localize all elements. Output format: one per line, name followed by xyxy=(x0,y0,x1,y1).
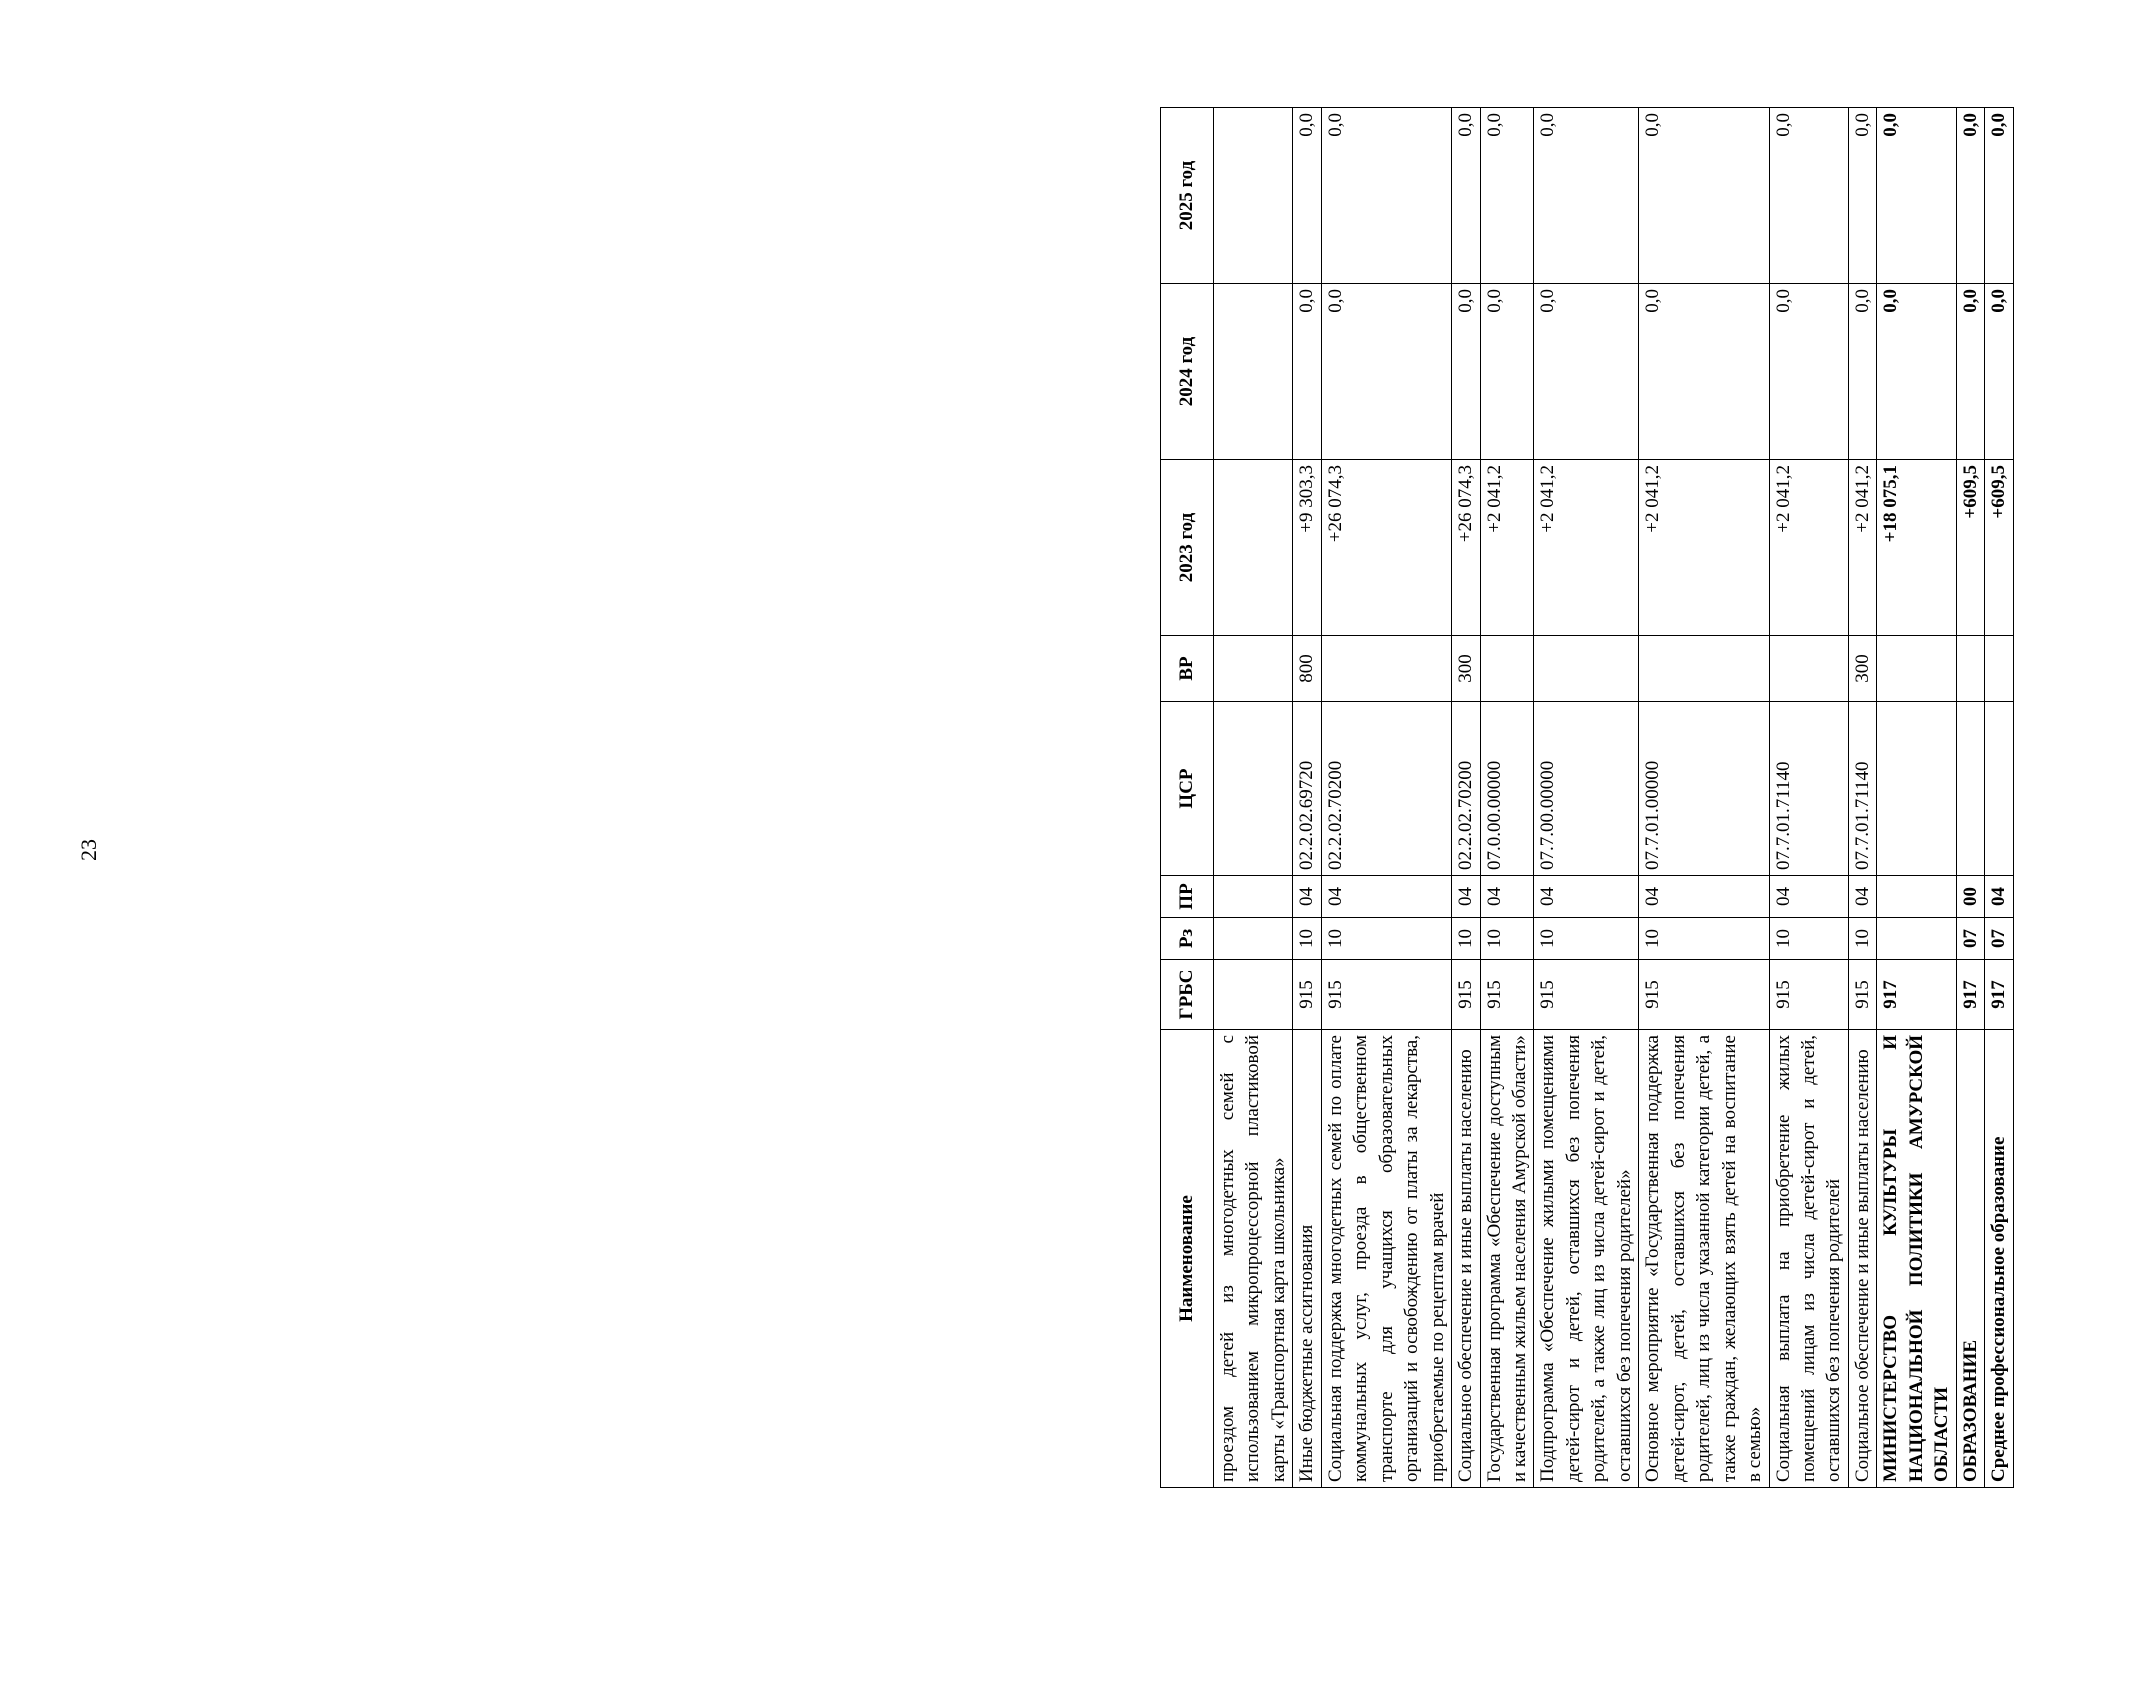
header-2025: 2025 год xyxy=(1161,108,1214,284)
cell-csr: 07.7.01.71140 xyxy=(1769,702,1848,876)
header-2023: 2023 год xyxy=(1161,460,1214,636)
cell-2025: 0,0 xyxy=(1321,108,1451,284)
cell-pr: 04 xyxy=(1321,876,1451,918)
cell-2023: +26 074,3 xyxy=(1321,460,1451,636)
cell-2023: +2 041,2 xyxy=(1480,460,1534,636)
cell-rz: 07 xyxy=(1956,918,1984,960)
cell-rz: 10 xyxy=(1321,918,1451,960)
cell-vr xyxy=(1877,636,1956,702)
cell-grbs: 915 xyxy=(1769,960,1848,1030)
cell-csr xyxy=(1985,702,2013,876)
cell-vr xyxy=(1769,636,1848,702)
cell-2024: 0,0 xyxy=(1639,284,1769,460)
cell-rz: 07 xyxy=(1985,918,2013,960)
cell-grbs: 915 xyxy=(1480,960,1534,1030)
cell-2024: 0,0 xyxy=(1985,284,2013,460)
cell-vr xyxy=(1985,636,2013,702)
cell-vr: 300 xyxy=(1848,636,1876,702)
cell-pr: 04 xyxy=(1985,876,2013,918)
cell-csr: 02.2.02.69720 xyxy=(1293,702,1321,876)
cell-2025: 0,0 xyxy=(1639,108,1769,284)
cell-2023: +26 074,3 xyxy=(1452,460,1480,636)
cell-vr xyxy=(1639,636,1769,702)
cell-rz: 10 xyxy=(1452,918,1480,960)
cell-name: проездом детей из многодетных семей с использованием микропроцессорной пластиковой карты «Транспортная карта школьника» xyxy=(1214,1030,1293,1488)
cell-name: Социальная поддержка многодетных семей по оплате коммунальных услуг, проезда в общественном транспорте для учащихся образовательных организаций и освобождению от платы за лекарства, приобретаемые по рецептам врачей xyxy=(1321,1030,1451,1488)
cell-2023: +609,5 xyxy=(1985,460,2013,636)
cell-name: Подпрограмма «Обеспечение жилыми помещениями детей-сирот и детей, оставшихся без попечения родителей, а также лиц из числа детей-сирот и детей, оставшихся без попечения родителей» xyxy=(1534,1030,1639,1488)
cell-2023: +18 075,1 xyxy=(1877,460,1956,636)
cell-name: МИНИСТЕРСТВО КУЛЬТУРЫ И НАЦИОНАЛЬНОЙ ПОЛИТИКИ АМУРСКОЙ ОБЛАСТИ xyxy=(1877,1030,1956,1488)
cell-2023: +2 041,2 xyxy=(1534,460,1639,636)
header-vr: ВР xyxy=(1161,636,1214,702)
cell-2024 xyxy=(1214,284,1293,460)
cell-grbs: 915 xyxy=(1848,960,1876,1030)
cell-2023: +2 041,2 xyxy=(1639,460,1769,636)
cell-vr xyxy=(1214,636,1293,702)
cell-2025: 0,0 xyxy=(1769,108,1848,284)
cell-2023: +9 303,3 xyxy=(1293,460,1321,636)
cell-2024: 0,0 xyxy=(1452,284,1480,460)
cell-csr xyxy=(1877,702,1956,876)
cell-2025 xyxy=(1214,108,1293,284)
cell-rz: 10 xyxy=(1293,918,1321,960)
cell-vr: 300 xyxy=(1452,636,1480,702)
header-csr: ЦСР xyxy=(1161,702,1214,876)
cell-2024: 0,0 xyxy=(1480,284,1534,460)
cell-grbs: 915 xyxy=(1293,960,1321,1030)
table-row xyxy=(1452,108,1480,1488)
cell-pr xyxy=(1877,876,1956,918)
cell-name: Государственная программа «Обеспечение доступным и качественным жильем населения Амурской области» xyxy=(1480,1030,1534,1488)
cell-rz: 10 xyxy=(1534,918,1639,960)
cell-vr xyxy=(1534,636,1639,702)
cell-2024: 0,0 xyxy=(1769,284,1848,460)
header-grbs: ГРБС xyxy=(1161,960,1214,1030)
table-row xyxy=(1214,108,1293,1488)
cell-csr: 07.7.00.00000 xyxy=(1534,702,1639,876)
cell-rz: 10 xyxy=(1769,918,1848,960)
table-row xyxy=(1639,108,1769,1488)
cell-rz: 10 xyxy=(1848,918,1876,960)
cell-pr: 04 xyxy=(1534,876,1639,918)
cell-grbs: 917 xyxy=(1985,960,2013,1030)
cell-2024: 0,0 xyxy=(1534,284,1639,460)
cell-name: Социальная выплата на приобретение жилых помещений лицам из числа детей-сирот и детей, оставшихся без попечения родителей xyxy=(1769,1030,1848,1488)
cell-vr xyxy=(1956,636,1984,702)
table-header-row xyxy=(1161,108,1214,1488)
cell-grbs: 917 xyxy=(1877,960,1956,1030)
cell-rz: 10 xyxy=(1639,918,1769,960)
cell-2023: +2 041,2 xyxy=(1848,460,1876,636)
cell-grbs: 915 xyxy=(1639,960,1769,1030)
table-row xyxy=(1956,108,1984,1488)
cell-pr: 04 xyxy=(1639,876,1769,918)
cell-csr: 07.0.00.00000 xyxy=(1480,702,1534,876)
cell-2024: 0,0 xyxy=(1848,284,1876,460)
table-row xyxy=(1293,108,1321,1488)
cell-rz xyxy=(1214,918,1293,960)
cell-2024: 0,0 xyxy=(1293,284,1321,460)
table-row xyxy=(1321,108,1451,1488)
header-2024: 2024 год xyxy=(1161,284,1214,460)
table-body xyxy=(1214,108,2014,1488)
cell-2023 xyxy=(1214,460,1293,636)
cell-2025: 0,0 xyxy=(1293,108,1321,284)
cell-2025: 0,0 xyxy=(1877,108,1956,284)
cell-name: Среднее профессиональное образование xyxy=(1985,1030,2013,1488)
cell-csr xyxy=(1214,702,1293,876)
page-number: 23 xyxy=(76,839,101,861)
cell-2025: 0,0 xyxy=(1985,108,2013,284)
cell-pr: 04 xyxy=(1452,876,1480,918)
table-row xyxy=(1877,108,1956,1488)
cell-pr: 04 xyxy=(1293,876,1321,918)
header-rz: Рз xyxy=(1161,918,1214,960)
cell-vr xyxy=(1480,636,1534,702)
table-row xyxy=(1480,108,1534,1488)
cell-vr: 800 xyxy=(1293,636,1321,702)
cell-csr: 02.2.02.70200 xyxy=(1321,702,1451,876)
cell-pr xyxy=(1214,876,1293,918)
cell-csr: 02.2.02.70200 xyxy=(1452,702,1480,876)
cell-name: Социальное обеспечение и иные выплаты населению xyxy=(1848,1030,1876,1488)
table-row xyxy=(1769,108,1848,1488)
cell-rz xyxy=(1877,918,1956,960)
header-pr: ПР xyxy=(1161,876,1214,918)
cell-grbs xyxy=(1214,960,1293,1030)
cell-vr xyxy=(1321,636,1451,702)
budget-table xyxy=(1160,107,2014,1488)
cell-2025: 0,0 xyxy=(1956,108,1984,284)
cell-name: Основное мероприятие «Государственная поддержка детей-сирот, детей, оставшихся без попечения родителей, лиц из числа указанной категории детей, а также граждан, желающих взять детей на воспитание в семью» xyxy=(1639,1030,1769,1488)
cell-2024: 0,0 xyxy=(1956,284,1984,460)
header-name: Наименование xyxy=(1161,1030,1214,1488)
table-row xyxy=(1534,108,1639,1488)
cell-csr: 07.7.01.71140 xyxy=(1848,702,1876,876)
table-row xyxy=(1848,108,1876,1488)
cell-2024: 0,0 xyxy=(1321,284,1451,460)
cell-2023: +2 041,2 xyxy=(1769,460,1848,636)
cell-csr xyxy=(1956,702,1984,876)
cell-2025: 0,0 xyxy=(1452,108,1480,284)
cell-2025: 0,0 xyxy=(1480,108,1534,284)
cell-grbs: 915 xyxy=(1321,960,1451,1030)
cell-name: Социальное обеспечение и иные выплаты населению xyxy=(1452,1030,1480,1488)
cell-pr: 04 xyxy=(1769,876,1848,918)
cell-pr: 04 xyxy=(1848,876,1876,918)
cell-rz: 10 xyxy=(1480,918,1534,960)
cell-name: ОБРАЗОВАНИЕ xyxy=(1956,1030,1984,1488)
cell-2025: 0,0 xyxy=(1534,108,1639,284)
cell-grbs: 915 xyxy=(1452,960,1480,1030)
cell-pr: 00 xyxy=(1956,876,1984,918)
cell-pr: 04 xyxy=(1480,876,1534,918)
cell-grbs: 915 xyxy=(1534,960,1639,1030)
cell-csr: 07.7.01.00000 xyxy=(1639,702,1769,876)
cell-name: Иные бюджетные ассигнования xyxy=(1293,1030,1321,1488)
table-row xyxy=(1985,108,2013,1488)
budget-table-container xyxy=(1160,108,2155,1488)
cell-2023: +609,5 xyxy=(1956,460,1984,636)
cell-grbs: 917 xyxy=(1956,960,1984,1030)
cell-2025: 0,0 xyxy=(1848,108,1876,284)
cell-2024: 0,0 xyxy=(1877,284,1956,460)
